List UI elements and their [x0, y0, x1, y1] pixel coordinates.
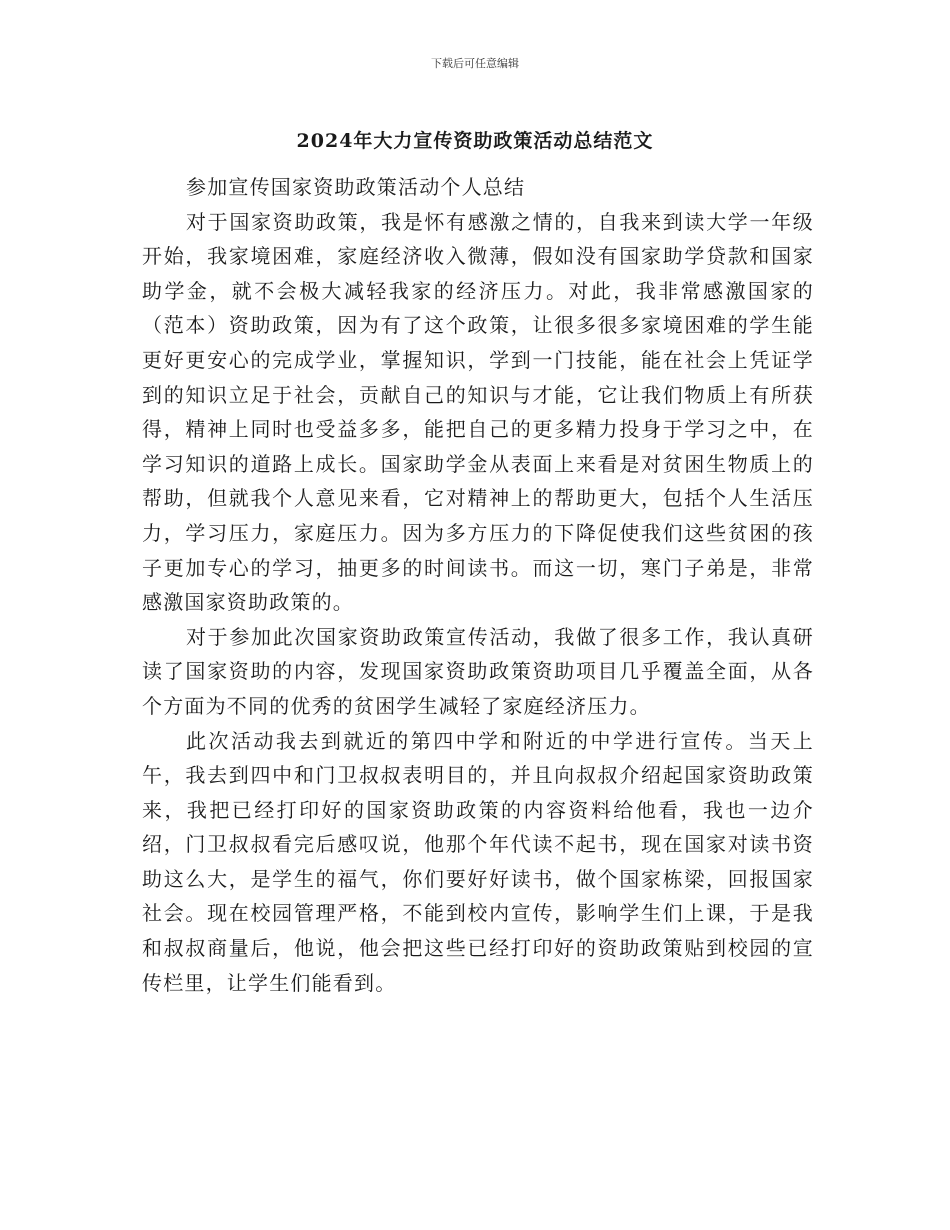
document-subtitle: 参加宣传国家资助政策活动个人总结 [186, 175, 526, 199]
document-title: 2024年大力宣传资助政策活动总结范文 [296, 130, 654, 152]
header-note: 下载后可任意编辑 [431, 57, 519, 70]
paragraph-2: 对于参加此次国家资助政策宣传活动，我做了很多工作，我认真研读了国家资助的内容，发现国家资助政策资助项目几乎覆盖全面，从各个方面为不同的优秀的贫困学生减轻了家庭经济压力。 [142, 624, 814, 718]
paragraph-1: 对于国家资助政策，我是怀有感激之情的，自我来到读大学一年级开始，我家境困难，家庭经济收入微薄，假如没有国家助学贷款和国家助学金，就不会极大减轻我家的经济压力。对此，我非常感激国家的（范本）资助政策，因为有了这个政策，让很多很多家境困难的学生能更好更安心的完成学业，掌握知识，学到一门技能，能在社会上凭证学到的知识立足于社会，贡献自己的知识与才能，它让我们物质上有所获得，精神上同时也受益多多，能把自己的更多精力投身于学习之中，在学习知识的道路上成长。国家助学金从表面上来看是对贫困生物质上的帮助，但就我个人意见来看，它对精神上的帮助更大，包括个人生活压力，学习压力，家庭压力。因为多方压力的下降促使我们这些贫困的孩子更加专心的学习，抽更多的时间读书。而这一切，寒门子弟是，非常感激国家资助政策的。 [142, 209, 814, 615]
paragraph-3: 此次活动我去到就近的第四中学和附近的中学进行宣传。当天上午，我去到四中和门卫叔叔表明目的，并且向叔叔介绍起国家资助政策来，我把已经打印好的国家资助政策的内容资料给他看，我也一边介绍，门卫叔叔看完后感叹说，他那个年代读不起书，现在国家对读书资助这么大，是学生的福气，你们要好好读书，做个国家栋梁，回报国家社会。现在校园管理严格，不能到校内宣传，影响学生们上课，于是我和叔叔商量后，他说，他会把这些已经打印好的资助政策贴到校园的宣传栏里，让学生们能看到。 [142, 728, 814, 995]
document-body [142, 170, 814, 1000]
